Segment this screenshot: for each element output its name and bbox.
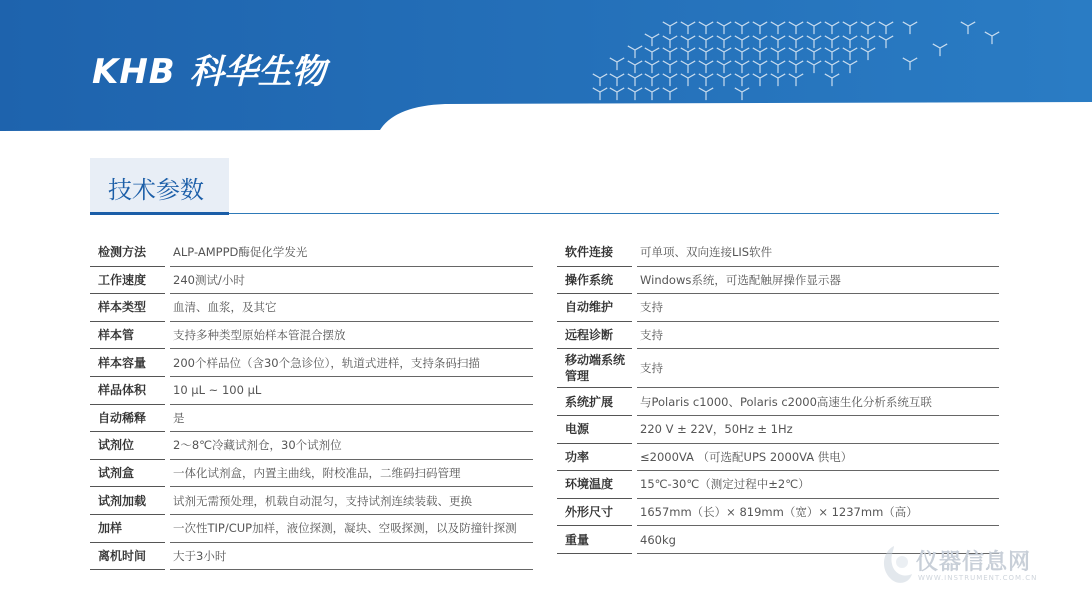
- spec-label-text: 加样: [98, 521, 123, 536]
- spec-label-text: 功率: [565, 449, 590, 464]
- spec-label: [557, 471, 632, 499]
- spec-label-text: 样本类型: [98, 300, 147, 315]
- watermark-subtext: WWW.INSTRUMENT.COM.CN: [918, 574, 1038, 582]
- spec-label-text: 软件连接: [565, 245, 614, 260]
- spec-value: 10 μL ~ 100 μL: [170, 377, 533, 405]
- spec-label-text: 试剂盒: [98, 465, 135, 480]
- spec-label-text: 试剂加载: [98, 493, 147, 508]
- spec-value: 试剂无需预处理，机载自动混匀，支持试剂连续装载、更换: [170, 487, 533, 515]
- spec-label: [557, 444, 632, 472]
- spec-value: 460kg: [637, 526, 999, 554]
- spec-value: 2～8℃冷藏试剂仓，30个试剂位: [170, 432, 533, 460]
- spec-value: 可单项、双向连接LIS软件: [637, 239, 999, 267]
- spec-label: [90, 349, 165, 377]
- spec-value: 支持: [637, 349, 999, 388]
- spec-value: 240测试/小时: [170, 267, 533, 295]
- spec-label-text: 离机时间: [98, 548, 147, 563]
- spec-value: ≤2000VA （可选配UPS 2000VA 供电）: [637, 444, 999, 472]
- spec-label: [90, 543, 165, 571]
- spec-label-text: 远程诊断: [565, 327, 614, 342]
- watermark-text: 仪器信息网: [916, 550, 1032, 575]
- spec-label-text: 自动维护: [565, 300, 614, 315]
- spec-label: [557, 349, 632, 388]
- spec-label: [557, 294, 632, 322]
- spec-label-text: 环境温度: [565, 477, 614, 492]
- spec-label-text: 检测方法: [98, 245, 147, 260]
- spec-value: 支持: [637, 294, 999, 322]
- spec-label-text: 重量: [565, 532, 590, 547]
- spec-value: Windows系统，可选配触屏操作显示器: [637, 267, 999, 295]
- spec-value: 与Polaris c1000、Polaris c2000高速生化分析系统互联: [637, 388, 999, 416]
- spec-label: [557, 322, 632, 350]
- spec-label: [90, 460, 165, 488]
- spec-value: ALP-AMPPD酶促化学发光: [170, 239, 533, 267]
- spec-label: [90, 267, 165, 295]
- spec-label-text: 操作系统: [565, 272, 614, 287]
- spec-value: 是: [170, 405, 533, 433]
- section-title: 技术参数: [108, 176, 204, 204]
- spec-label-text: 自动稀释: [98, 410, 147, 425]
- spec-label-text: 工作速度: [98, 272, 147, 287]
- spec-value: 血清、血浆，及其它: [170, 294, 533, 322]
- spec-label-text: 试剂位: [98, 438, 135, 453]
- spec-label-text: 系统扩展: [565, 394, 614, 409]
- spec-value: 220 V ± 22V，50Hz ± 1Hz: [637, 416, 999, 444]
- spec-value: 支持多种类型原始样本管混合摆放: [170, 322, 533, 350]
- spec-label-text: 样品体积: [98, 383, 147, 398]
- spec-label: [557, 499, 632, 527]
- spec-label: [90, 294, 165, 322]
- spec-label: [557, 267, 632, 295]
- spec-label-text: 移动端系统管理: [565, 353, 626, 384]
- title-underline: [90, 212, 229, 215]
- brand-logo: [92, 44, 326, 93]
- spec-label-text: 外形尺寸: [565, 504, 614, 519]
- spec-label: [557, 416, 632, 444]
- spec-value: 15℃-30℃（测定过程中±2℃）: [637, 471, 999, 499]
- spec-value: 支持: [637, 322, 999, 350]
- logo-chinese: 科华生物: [189, 52, 326, 92]
- spec-label: [90, 487, 165, 515]
- spec-value: 200个样品位（含30个急诊位），轨道式进样，支持条码扫描: [170, 349, 533, 377]
- spec-label-text: 样本管: [98, 327, 135, 342]
- spec-label: [557, 239, 632, 267]
- spec-value: 1657mm（长）× 819mm（宽）× 1237mm（高）: [637, 499, 999, 527]
- logo-latin: KHB: [92, 52, 176, 92]
- spec-label-text: 电源: [565, 422, 590, 437]
- spec-label: [90, 405, 165, 433]
- spec-label: [90, 322, 165, 350]
- spec-value: 一体化试剂盒，内置主曲线，附校准品，二维码扫码管理: [170, 460, 533, 488]
- spec-label: [90, 515, 165, 543]
- spec-value: 一次性TIP/CUP加样，液位探测，凝块、空吸探测，以及防撞针探测: [170, 515, 533, 543]
- spec-label-text: 样本容量: [98, 355, 147, 370]
- spec-label: [90, 239, 165, 267]
- spec-label: [557, 526, 632, 554]
- spec-label: [90, 377, 165, 405]
- spec-label: [557, 388, 632, 416]
- spec-value: 大于3小时: [170, 543, 533, 571]
- spec-label: [90, 432, 165, 460]
